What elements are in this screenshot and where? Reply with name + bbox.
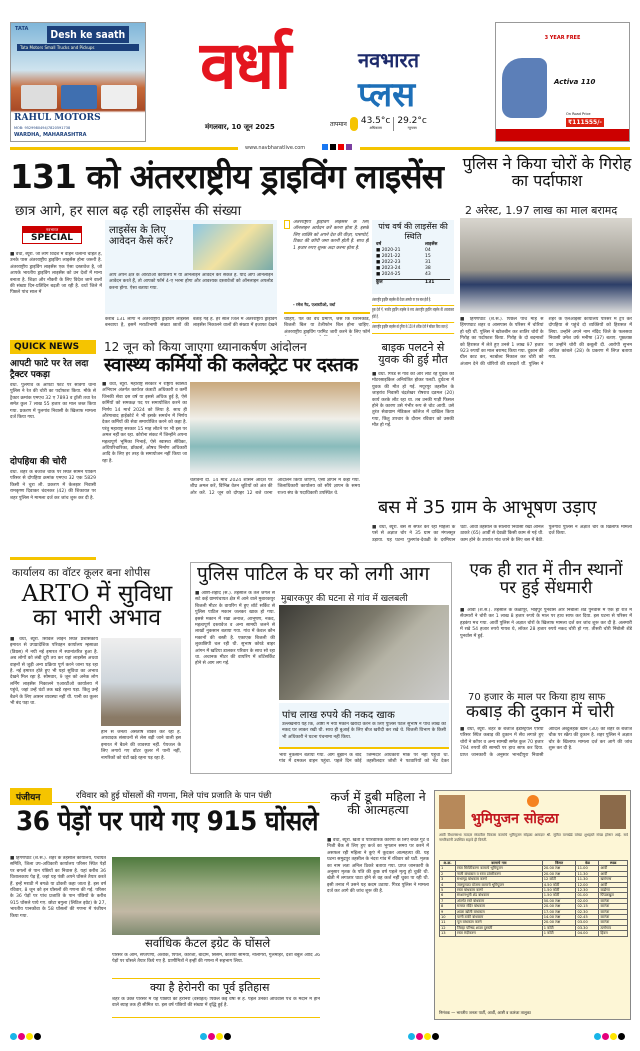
year-value: 2021-22 <box>381 254 401 260</box>
count-cell: 38 <box>424 266 431 272</box>
logo-plus: प्लस <box>358 75 416 115</box>
weather <box>330 116 427 131</box>
year-cell: ■ 2023-24 <box>376 266 401 272</box>
youtube-icon[interactable] <box>338 144 344 150</box>
color-registration-marks <box>200 1025 232 1044</box>
health-body: ■ वर्धा, ब्यूरो. महाराष्ट्र सरकार ने राष्ट्रीय स्वास्थ्य अभियान अंतर्गत कार्यरत कंत्राटी अधिकारी व कर्मी जिनकी सेवा दस वर्ष या इससे अधिक हुई है, ऐसे कर्मियों को समकक्ष पद पर समायोजित करने का निर्णय 14 मार्च 2024 को लिया है. साथ ही औरंगाबाद हाईकोर्ट ने भी इसके समर्थन में निर्णय देकर कर्मियों की सेवा समायोजित करने को कहा है. परंतु महाराष्ट्र सरकार 15 माह लौटने पर भी इस पर अमल नहीं कर रहा. कोरोना संकट में जिन्होंने अपना महत्वपूर्ण भूमिका निभाई, ऐसे स्वास्थ्य सेविका, अधिपरिचारिका, डॉक्टर्स, औषध निर्माण अधिकारी आदि के लिए हर तरह के समायोजन नहीं किया जा रहा है. <box>102 382 187 464</box>
ad-footer <box>496 129 629 141</box>
column-header: कामाचे नाव <box>456 861 543 866</box>
col-licenses: लाइसेंस <box>424 242 438 247</box>
arto-body-2: होने से जनता असंतोष व्यक्त कर रही है. अपवादक संसाधनों से लेस बड़ी जाने वाली इस इमारत में बैठने की व्यवस्था नहीं. पेयजल के लिए लगाये गए वॉटर कूलर में पानी नहीं, नागरिकों को घंटों खड़े रहना पड़ रहा है. <box>101 730 181 761</box>
ad-title: भुमिपुजन सोहळा <box>471 811 559 827</box>
table-cell: 03.30 <box>576 925 599 930</box>
table-cell: कारंजा <box>599 915 628 920</box>
cash-box <box>279 703 449 749</box>
table-cell: स्मशानभूमी शेड बांधकाम <box>456 893 543 898</box>
ad-offer: 3 YEAR FREE <box>544 35 581 41</box>
table-cell: कारंजा <box>599 909 628 914</box>
nests-headline: 36 पेड़ों पर पाये गए 915 घोंसले <box>16 806 319 837</box>
column-header: अ.क्र. <box>440 861 456 866</box>
table-cell: जिल्हा परिषद शाळा दुरुस्ती <box>456 925 543 930</box>
count-cell: 04 <box>424 248 431 254</box>
table-cell: 02.45 <box>576 915 599 920</box>
fact-item: अंतरराष्ट्रीय ड्राइविंग लाइसेंस की वैधता आमतौर पर एक साल होती है. <box>372 297 454 306</box>
table-cell: 17.00 लक्ष <box>542 909 576 914</box>
ad-footer: निमंत्रक — भारतीय जनता पार्टी, आर्वी, आष्टी व कारंजा तालुका <box>439 1010 531 1015</box>
arto-body: ■ वर्धा, ब्यूरो. सिविल लाइन स्थित प्रशासकीय इमारत से उपप्रादेशिक परिवहन कार्यालय म्हसाळा (डिग्रस) में नयी नई इमारत में स्थानांतरित हुआ है. अब लोगों को लंबी दूरी तय कर यहां लाइसेंस अथवा वाहनों से जुड़ी अन्य प्रक्रिया पूर्ण करने जाना पड़ रहा है. नई इमारत होते हुए भी यहां सुविधा का अभाव देखने मिल रहा है. सोमवार, 9 जून को अनेक लोग लर्निंग लाइसेंस निकालने एआरटीओ कार्यालय में पहुंचे, जहां उन्हें घंटों तक खड़े रहना पड़ा. किंतु उन्हें बैठने के लिए आसन व्यवस्था नहीं थी. पानी का कूलर भी बंद पड़ा था. <box>10 637 98 707</box>
column-header: वेळ <box>576 861 599 866</box>
nests-body: ■ हिंगणघाट (श.सं.). शहर के तहसील कार्यालय, पंचायत समिति, जिला उप-अधिकारी कार्यालय परिसर स्थित पेड़ों पर बगलों से पान पंछियों का निवास है. यहां करीब 36 विशालकाय पेड़ हैं, जहां यह पंछी अपने घोंसले तैयार करते हैं. इन्हें मराठी में बगळे या ढोकरी कहा जाता है. इस वर्ष रविवार, 8 जून को इन घोंसलों की गणना की गई. परिसर के 36 पेड़ों पर पांच प्रजाति के पान पंछियों के करीब 915 घोंसले पाये गए. छोटा बगुला (लिटिल इग्रेट) के 27, भारतीय पानकौवा के 58 घोंसलों की गणना में पंजीयन किया गया. <box>10 856 106 919</box>
bike-body: ■ वर्धा. गिरड से गांव की ओर लौट रहे युवक की मोटरसाइकिल अनियंत्रित होकर पलटी. दुर्घटना में युवक की मौत हो गई. मयूरपुर तहसील के जाहरांव निवासी चंद्रशेखर रोषराव दडमल (20) कार्य करके लौट रहा था. तब उनकी गाड़ी फिसल होने के कारण उसे गंभीर रूप से चोट आयी. उसे तुरंत सेवाग्राम मेडिकल कॉलेज में दाखिल किया गया, किंतु उपचार के दौरान रविवार को उसकी मौत हो गई. <box>372 372 454 429</box>
count-cell: 43 <box>424 272 431 278</box>
how-to-apply-box <box>105 220 277 314</box>
color-registration-marks <box>594 1025 626 1044</box>
table-cell: 1 <box>440 866 456 871</box>
photo-caption: सर्वाधिक कैटल इग्रेट के घोंसले <box>145 936 271 950</box>
quote-text: अंतरराष्ट्रीय ड्राइविंग लाइसेंस के लिए ऑनलाइन आवेदन करें करना होता है. इसके लिए व्यक्ति को अपने देश की वीज़ा, पासपोर्ट, टिकट की कॉपी जमा करनी होती है. साथ ही 1 हजार रुपए शुल्क अदा करना होता है. <box>293 220 369 251</box>
table-cell: 14.00 लक्ष <box>542 915 576 920</box>
table-cell: रस्ता रुंदीकरण <box>456 931 543 936</box>
debt-headline: कर्ज में डूबी महिला ने की आत्महत्या <box>330 789 426 818</box>
year-value: 2020-21 <box>381 248 401 254</box>
table-cell: सभागृह बांधकाम करणे <box>456 877 543 882</box>
total-label: कुल <box>376 279 383 285</box>
year-value: 2023-24 <box>381 266 401 272</box>
quick-news-label: QUICK NEWS <box>10 340 96 354</box>
special-badge <box>22 226 82 244</box>
honda-activa-ad[interactable] <box>495 22 630 142</box>
col-year: वर्ष <box>376 242 382 247</box>
table-cell: 04.00 <box>576 931 599 936</box>
ad-title: Desh ke saath <box>47 26 129 43</box>
table-cell: 4 <box>440 882 456 887</box>
ad-intro: आर्वी विधानसभा मतदार संघातील विकास कामांचे भूमिपूजन सोहळा आमदार श्री. सुमित वानखेडे यांच्या शुभहस्ते संपन्न होणार आहे. सर्व नागरिकांनी उपस्थित राहावे ही विनंती. <box>439 833 628 842</box>
works-table <box>439 860 628 937</box>
history-title: क्या है हेरोनरी का पूर्व इतिहास <box>150 981 270 994</box>
fire-body-2: भारी नुकसान बताया गया. आग बुझाने के बाद गांव में दमकल वाहन पहुंचा. पहले दिन कोई जिम्मेदार अधिकारी मौके पर नहीं पहुंचा था. तहसीलदार जोशी ने पटवारियों को भेंट देकर <box>279 753 449 765</box>
scrap-body: ■ वर्धा, ब्यूरो. शहर के बजाज इंडस्ट्रियल एरिया परिसर स्थित कबाड़ की दुकान में सेंध लगाते हुए चोरों ने कॉपर व अन्य सामग्री समेत कुल 70 हजार 794 रुपयों की सामग्री पर हाथ साफ कर दिया. प्राप्त जानकारी के अनुसार भानदीपुरा निवासी आदिल अब्दुलहक खान (30) की शहर के बजाज चौक पर स्क्रैप की दुकान है. शहर पुलिस ने अज्ञात चोर के खिलाफ मामला दर्ज कर आगे की जांच शुरू कर दी है. <box>460 727 632 758</box>
color-registration-marks <box>408 1025 440 1044</box>
table-cell: 13 <box>440 931 456 936</box>
burglary-headline: एक ही रात में तीन स्थानों पर हुई सेंधमारी <box>469 560 623 598</box>
table-cell: 02.00 <box>576 898 599 903</box>
year-cell: ■ 2021-22 <box>376 254 401 260</box>
table-cell: 6 <box>440 893 456 898</box>
table-cell: शाळा खोली बांधकाम <box>456 909 543 914</box>
party-logo-icon <box>527 795 539 807</box>
water-cooler-photo <box>101 638 181 726</box>
table-cell: 11.30 <box>576 871 599 876</box>
table-cell: 11.30 <box>576 877 599 882</box>
table-cell: समाज मंदिर बांधकाम <box>456 904 543 909</box>
temp-max-label: अधिकतम <box>369 126 382 130</box>
table-cell: 11.00 <box>576 866 599 871</box>
table-cell: 3 <box>440 877 456 882</box>
table-cell: 1.50 कोटी <box>542 893 576 898</box>
health-photo <box>190 382 360 474</box>
quick-item-title: आपटी फाटे पर रेत लदा ट्रैक्टर पकड़ा <box>10 359 89 380</box>
weather-label: तापमान <box>330 120 347 128</box>
table-cell: 1.50 कोटी <box>542 888 576 893</box>
table-cell: 4.50 कोटी <box>542 882 576 887</box>
total-value: 131 <box>424 279 435 285</box>
column-header: स्थळ <box>599 861 628 866</box>
quick-item-title: दोपहिया की चोरी <box>10 457 67 467</box>
health-body-2: चेतावनी दी. 14 मार्च 2024 शासन आदेश पर शीघ्र अमल करें, विभिन्न वेतन श्रुटियों को अंत की ओर करें. 12 जून को दोपहर 12 बजे धरना आंदोलन किया जाएगा, ऐसा ज्ञापन में कहा गया. जिलाधिकारी कार्यालय को सौंपे ज्ञापन के समय राज्य संघ के पदाधिकारी उपस्थित थे. <box>190 478 360 496</box>
table-cell: कारंजा <box>599 920 628 925</box>
table-cell: 8 <box>440 904 456 909</box>
fire-body: ■ आष्टी-शहीद (सं.). तहसील के तले जंगल से सटे कई ग्रामपंचायत क्षेत्र में आने वाले मुबारकपुर बिजली मीटर के वायरिंग में हुए शॉर्ट सर्किट से पुलिस पाटिल मकान जलकर खाक हो गया. इससे मकान में रखा अनाज, आभूषण, नकद, महत्वपूर्ण दस्तावेज व अन्य सामग्री जलने से लाखों नुकसान बताया गया. गांव में केवल कौन मकानों की बस्ती है. एकाएक बिजली की लुकाछिपी चल रही थी. सुभाष कोरडे बाहर आंगन में खटिया डालकर परिवार के साथ सो रहा था. अचानक मीटर की वायरिंग में शॉर्टसर्किट होने से आग लग गई. <box>195 591 275 667</box>
scrap-headline: कबाड़ की दुकान में चोरी <box>466 702 614 722</box>
table-cell: 12.30 <box>576 888 599 893</box>
section-label: पंजीयन <box>10 788 52 805</box>
table-cell: खरांगणा <box>599 877 628 882</box>
arto-kicker: कार्यालय का वॉटर कूलर बना शोपीस <box>12 567 151 579</box>
table-cell: आर्वी <box>599 866 628 871</box>
table-row <box>376 272 450 279</box>
ad-model: Activa 110 <box>554 78 596 86</box>
table-cell: वाढोणा <box>599 888 628 893</box>
police-gang-headline: पुलिस ने किया चोरों के गिरोह का पर्दाफाश <box>462 154 632 190</box>
logo-wardha: वर्धा <box>200 27 289 104</box>
lead-body: ■ वर्धा, ब्यूरो. जो लोग विदेश में वाहन चलाना चाहते हैं, उनके पास अंतरराष्ट्रीय ड्राइविंग लाइसेंस होना जरूरी है. अंतरराष्ट्रीय ड्राइविंग लाइसेंस एक ऐसा दस्तावेज है, जो आपके भारतीय ड्राइविंग लाइसेंस को उन देशों में मान्य बनाता है. शिक्षा और नौकरी के लिए विदेश जाने वालों की संख्या दिन-प्रतिदिन बढ़ती जा रही है. वर्धा जिले में पिछले पांच साल में <box>10 252 102 296</box>
table-total-row <box>376 279 450 286</box>
special-label: SPECIAL <box>31 233 73 243</box>
table-cell: 12 कोटी <box>542 877 576 882</box>
website-url[interactable]: www.navbharatlive.com <box>245 145 306 151</box>
x-icon[interactable] <box>330 144 336 150</box>
lead-body-3: चाहिए, पते का वैध प्रमाण, जैसे कि राशनकार्ड, बिजली बिल या टेलीफोन बिल होना चाहिए. अंतरराष्ट्रीय ड्राइविंग परमिट जारी करने के लिए फॉर्म <box>284 317 370 335</box>
table-cell: नाली बांधकाम व रस्ता डांबरीकरण <box>456 871 543 876</box>
temp-max: 43.5°c <box>360 116 391 126</box>
year-value: 2024-25 <box>381 272 401 278</box>
column-header: किंमत <box>542 861 576 866</box>
fire-story-box <box>190 562 452 774</box>
logo-navbharat: नवभारत <box>358 48 420 72</box>
table-cell: 11 <box>440 920 456 925</box>
leader-photo-left <box>439 795 465 829</box>
table-cell: 12 <box>440 925 456 930</box>
temp-min-label: न्यूनतम <box>407 126 417 130</box>
table-row <box>440 931 628 936</box>
ad-price: ₹111555/- <box>568 119 602 126</box>
table-cell: 12.00 <box>576 882 599 887</box>
table-cell: ठाणेगाव <box>599 925 628 930</box>
masthead-logo <box>200 28 450 123</box>
table-cell: रस्ता बांधकाम करणे <box>456 888 543 893</box>
lead-body-2: करीब 131 लोगों ने अंतरराष्ट्रीय ड्राइविंग लाइसेंस बनवाया है, इसमें मराठीभाषी संख्या छात्रों की बताई गई है. हर साल जिले में अंतरराष्ट्रीय ड्राइविंग लाइसेंस निकालने वालों की संख्या में इजाफा देखने <box>105 317 277 329</box>
table-cell: 2 <box>440 871 456 876</box>
color-registration-marks <box>10 1025 42 1044</box>
year-cell: ■ 2024-25 <box>376 272 401 278</box>
fire-subhead: मुबारकपुर की घटना से गांव में खलबली <box>281 594 408 604</box>
scrap-kicker: 70 हजार के माल पर किया हाथ साफ <box>468 692 606 703</box>
table-cell: 10 <box>440 915 456 920</box>
license-stats-table <box>372 220 454 294</box>
quote-box <box>284 220 370 314</box>
bus-body: ■ वर्धा, ब्यूरो. बस से सफर कर रही महिला के पर्स से अज्ञात चोर ने 35 ग्राम का मंगलसूत्र उड़ाया. यह घटना पुलगांव-देवळी के दरमियान घटी. आर्वी तहसील के सालोरा निवासी रेखा अनिल ठाकरे (65) आर्वी से देवळी किसी काम से गई थी. काम होने के उपरांत गांव जाने के लिए बस में बैठी. पुलगांव पुलिस ने अज्ञात चोर के खिलाफ मामला दर्ज किया. <box>372 525 632 543</box>
facebook-icon[interactable] <box>322 144 328 150</box>
health-kicker: 12 जून को किया जाएगा ध्यानाकर्षण आंदोलन <box>104 340 307 354</box>
dealer-name: RAHUL MOTORS <box>14 113 101 123</box>
quick-item-body: वर्धा. पुलगांव के आपटी फाटे पर सावंगी थाना पुलिस ने रेत की चोरी का पर्दाफाश किया. मौके से ट्रैक्टर क्रमांक एमएच 32 ए 7893 व ट्रॉली तथा रेत समेत कुल 7 लाख 55 हजार का माल जब्त किया गया. प्रकरण में पुलगांव निवासी के खिलाफ मामला दर्ज किया गया. <box>10 383 96 421</box>
table-cell: अंतर्गत रस्ते बांधकाम <box>456 898 543 903</box>
table-cell: पिंपळखुटा <box>599 893 628 898</box>
year-cell: ■ 2022-23 <box>376 260 401 266</box>
table-cell: आर्वी <box>599 882 628 887</box>
table-cell: 02.15 <box>576 904 599 909</box>
quick-news <box>10 340 96 560</box>
police-gang-subhead: 2 अरेस्ट, 1.97 लाख का माल बरामद <box>465 204 618 217</box>
quote-author: - रमेश नैद, एआरटीओ, वर्धा <box>293 302 336 307</box>
debt-body: ■ वर्धा, ब्यूरो. खेती व पारिवारिक कारणों के लिए बचत गुट व निजी बैंक से लिए हुए कर्ज का भुगतान समय पर करने में असफल रही महिला ने कुएं में कूदकर आत्महत्या की. यह घटना समुद्रपुर तहसील के नंदरा गांव में रविवार को घटी. मृतक का नाम लता अनिल ठिकरे बताया गया. प्राप्त जानकारी के अनुसार मृतक के पति की कुछ वर्ष पहले मृत्यु हो चुकी थी. खेती में लगातार घाटा होने से वह कर्ज नहीं चुका पा रही थी. इसी तनाव में उसने यह कदम उठाया. गिरड पुलिस ने मामला दर्ज कर आगे की जांच शुरू की है. <box>327 838 429 895</box>
bird-counting-photo <box>112 857 320 935</box>
table-cell: आर्वी <box>599 871 628 876</box>
nests-kicker: रविवार को हुई घोंसलों की गणना, मिले पांच प्रजाति के पान पंछी <box>76 791 272 801</box>
lead-subhead: छात्र आगे, हर साल बढ़ रही लाइसेंस की संख्या <box>15 203 242 219</box>
header-rule-right <box>360 147 630 150</box>
trucks-image <box>21 85 137 109</box>
ad-tagline: Tata Motors Small Trucks and Pickups <box>17 44 139 51</box>
table-cell: 5 <box>440 888 456 893</box>
year-cell: ■ 2020-21 <box>376 248 401 254</box>
dealer-phone: MOB: 9529980494/7820591738 <box>14 126 71 130</box>
table-cell: पूल बांधकाम करणे <box>456 920 543 925</box>
box-title: लाइसेंस के लिए आवेदन कैसे करें? <box>109 225 174 247</box>
history-body: शहर के उक्त परिसर में यह पंछियों की हेरोनरी (वसाहत) पिछले कई वर्षों से है. पहले उनका अधिवास पंच के मैदान में होने वाले ब्याह तक ही सीमित था. इस वर्ष पंछियों की संख्या में वृद्धि हुई है. <box>112 997 320 1018</box>
tata-logo: TATA <box>15 26 29 32</box>
table-cell: कारंजा <box>599 898 628 903</box>
table-cell: रस्ता सिमेंटीकरण कामाचे भूमिपूजन <box>456 866 543 871</box>
table-cell: 50.00 लक्ष <box>542 898 576 903</box>
box-body: आप अपने क्षेत्र के आरटीओ कार्यालय में या ऑनलाइन आवेदन कर सकते हैं. यदि आप ऑनलाइन आवेदन करते हैं, तो आपको फॉर्म 4-ए भरना होगा और आवश्यक दस्तावेजों को ऑनलाइन अपलोड करना होगा. ऐसा बताया गया. <box>109 273 273 291</box>
caption-body: परिसर के आम, सप्तपर्णी, अशोक, पिंपल, कारंजी, बादाम, सिसम, कैशिया सेमिया, नीलगिरी, गुलमोहर, देशी बबुल आदि 36 पेड़ों पर घोंसले तैयार किये गए हैं. प्राणीमित्रों ने इन्हीं की गणना में सहभाग लिया. <box>112 953 320 979</box>
table-cell: 02.30 <box>576 909 599 914</box>
lead-headline: 131 को अंतरराष्ट्रीय ड्राइविंग लाइसेंस <box>10 157 443 196</box>
quote-icon <box>284 220 290 229</box>
health-headline: स्वास्थ्य कर्मियों की कलेक्ट्रेट पर दस्तक <box>104 354 358 376</box>
arto-headline: ARTO में सुविधा का भारी अभाव <box>21 581 173 632</box>
table-cell: पाणी टाकी बांधकाम <box>456 915 543 920</box>
dealer-location: WARDHA, MAHARASHTRA <box>14 132 87 138</box>
issue-date: मंगलवार, 10 जून 2025 <box>205 123 275 131</box>
table-cell: 20.00 लक्ष <box>542 866 576 871</box>
table-cell: 1 कोटी <box>542 931 576 936</box>
quick-item-body: वर्धा. शहर के बजाज चौक पर स्थित सामने पार्किंग परिसर से दोपहिया क्रमांक एमएच 32 एक 5829 किसी ने चुरा ली. प्रकरण में केलझर निवासी रामकृष्ण दिवाकर चंदनकर (42) की शिकायत पर शहर पुलिस ने मामला दर्ज कर जांच शुरू कर दी है. <box>10 470 96 501</box>
tata-ad[interactable] <box>10 22 146 142</box>
police-gang-photo <box>460 218 632 313</box>
table-title: पांच वर्ष की लाइसेंस की स्थिति <box>378 222 448 241</box>
burglary-body: ■ आर्वी (श.सं.). तहसील के केळापूर, भोईपुर पुनर्वास और निंबोली शेंडे पुनर्वास में एक ही रात में सेंधमारों ने चोरी कर 1 लाख 8 हजार रुपये के माल पर हाथ साफ कर दिया. इस घटना से परिसर में हड़कंप मच गया. आर्वी पुलिस ने अज्ञात चोरों के खिलाफ मामला दर्ज कर जांच शुरू कर दी है. अलमारी में रखे 54 हजार रुपये गायब थे, लॉकर 28 हजार रुपये नकद चोरी हो गए. तीसरी चोरी निंबोली शेंडे पुनर्वास में हुई. <box>460 608 632 639</box>
instagram-icon[interactable] <box>346 144 352 150</box>
price-label: On Road Price <box>566 112 591 116</box>
table-cell: 03.00 <box>576 920 599 925</box>
bike-headline: बाइक पलटने से युवक की हुई मौत <box>378 341 448 366</box>
bus-headline: बस में 35 ग्राम के आभूषण उड़ाए <box>378 497 597 518</box>
special-tag: नवभारत <box>23 227 81 233</box>
count-cell: 31 <box>424 260 431 266</box>
table-cell: 20.00 लक्ष <box>542 904 576 909</box>
leader-photo-right <box>600 795 626 829</box>
table-cell: 7 <box>440 898 456 903</box>
table-cell: 1 कोटी <box>542 925 576 930</box>
count-cell: 15 <box>424 254 431 260</box>
fact-item: अंतरराष्ट्रीय ड्राइविंग लाइसेंस को दुनिया के 150 से अधिक देशों में स्वीकार किया जाता है. <box>372 324 454 333</box>
nests-bar <box>10 787 320 803</box>
fact-item: कुछ देशों में, भारतीय ड्राइविंग लाइसेंस के साथ अंतरराष्ट्रीय ड्राइविंग लाइसेंस की आवश्यकता होती है. <box>372 307 454 323</box>
header-rule-left <box>10 147 238 150</box>
social-icons <box>322 144 352 150</box>
table-cell: कारंजा <box>599 904 628 909</box>
cash-box-title: पांच लाख रुपये की नकद खाक <box>282 710 395 721</box>
year-value: 2022-23 <box>381 260 401 266</box>
table-cell: 9 <box>440 909 456 914</box>
table-cell: जलपुरवठा योजना कामाचे भूमिपूजन <box>456 882 543 887</box>
table-cell: 20.00 लक्ष <box>542 871 576 876</box>
table-cell: 01.00 <box>576 893 599 898</box>
police-gang-body: ■ हिंगणघाट (श.सं.). पिछले पांच माह से हिंगणघाट शहर व आसपास के परिसर में चोरियां हो रही थीं. पुलिस ने खोजबीन कर शातिर चोरों के गिरोह का पर्दाफाश किया. गिरोह के दो बदमाशों को हिरासत में लेते हुए उनसे 1 लाख 97 हजार 923 रुपयों का माल बरामद किया गया. दुकान की ग्रील काट कर, नटबोल्ट निकाल कर चोरी को अंजाम देने की चोरियों की वारदातें थीं. पुलिस ने शहर के एलआईसी कार्यालय परिसर में ट्रैप कर दोपहिया से पहुंचे दो व्यक्तियों को हिरासत में लिया. उन्होंने अपने नाम नंदिंद जिले के फलसवा निवासी उमेश उर्फ मनीषा (37) बताए. पूछताछ पर उन्होंने चोरी की कबूली दी. आरोपी सुभम अजित कांबले (28) के प्रकरण में लिप्त बताया गया. <box>460 317 632 367</box>
license-card-photo <box>193 224 273 270</box>
fire-headline: पुलिस पाटिल के घर को लगी आग <box>197 563 430 585</box>
bhumipujan-ad[interactable] <box>434 790 631 1020</box>
temp-min: 29.2°c <box>397 116 427 126</box>
table-cell: हिवरा <box>599 931 628 936</box>
thermometer-icon <box>350 117 358 131</box>
burnt-house-photo <box>279 605 449 700</box>
scooter-image <box>502 58 547 118</box>
cash-box-body: उल्लेखनीय यह कि, आष्टी में नया मकान खरीदी करने के लिए पुलिस पटेल सुभाष ने पांच लाख की नकद घर लाकर रखी थी. साथ ही बुआई के लिए बीज खरीदी कर रखे थे. बिजली विभाग के किसी भी अधिकारी ने घटना पंचनामा नहीं किया. <box>282 722 446 740</box>
table-cell: 20.00 लक्ष <box>542 920 576 925</box>
facts-list <box>372 297 454 335</box>
